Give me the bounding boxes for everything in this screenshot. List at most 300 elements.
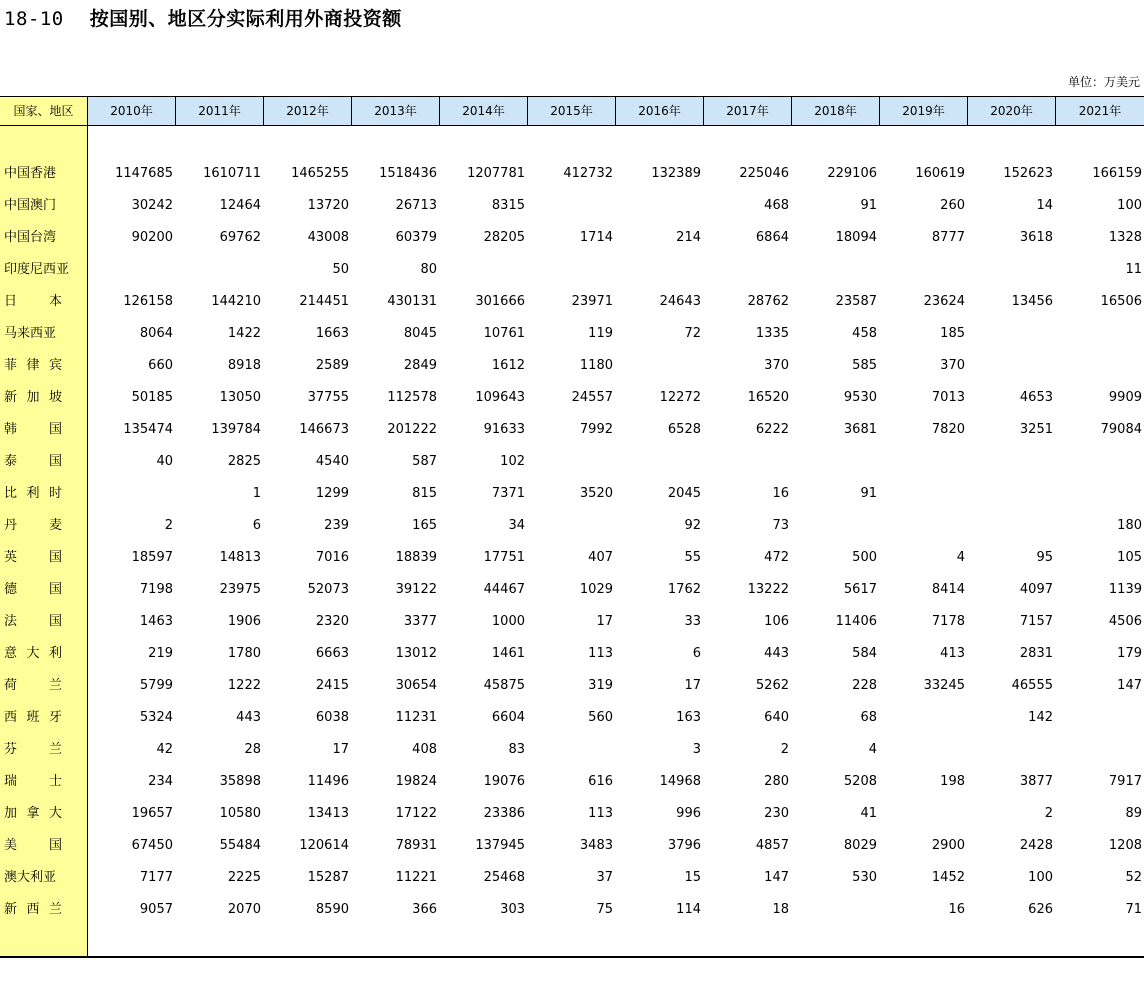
table-cell bbox=[704, 446, 792, 478]
row-country-name: 美国 bbox=[4, 838, 62, 853]
table-cell: 2 bbox=[1044, 806, 1053, 821]
row-country-name: 意大利 bbox=[4, 646, 62, 661]
table-cell: 119 bbox=[588, 326, 613, 341]
table-cell bbox=[880, 510, 968, 542]
table-cell: 55 bbox=[684, 550, 701, 565]
table-cell: 616 bbox=[588, 774, 613, 789]
table-cell: 198 bbox=[940, 774, 965, 789]
table-cell: 13012 bbox=[395, 646, 437, 661]
table-cell: 18597 bbox=[131, 550, 173, 565]
table-cell: 18839 bbox=[395, 550, 437, 565]
table-cell: 160619 bbox=[915, 166, 965, 181]
table-cell: 260 bbox=[940, 198, 965, 213]
table-cell: 37755 bbox=[307, 390, 349, 405]
table-cell: 14 bbox=[1036, 198, 1053, 213]
table-cell: 228 bbox=[852, 678, 877, 693]
row-country-name: 韩国 bbox=[4, 422, 62, 437]
table-cell: 9909 bbox=[1108, 390, 1142, 405]
table-row bbox=[0, 574, 1144, 606]
table-cell bbox=[528, 254, 616, 286]
table-cell: 8414 bbox=[931, 582, 965, 597]
table-cell bbox=[968, 350, 1056, 382]
table-cell: 6038 bbox=[315, 710, 349, 725]
table-cell: 19076 bbox=[483, 774, 525, 789]
table-cell: 33 bbox=[684, 614, 701, 629]
table-cell: 1000 bbox=[491, 614, 525, 629]
table-cell: 8777 bbox=[931, 230, 965, 245]
row-country-name: 荷兰 bbox=[4, 678, 62, 693]
table-row bbox=[0, 158, 1144, 190]
table-cell: 75 bbox=[596, 902, 613, 917]
table-cell: 412732 bbox=[563, 166, 613, 181]
table-cell bbox=[528, 510, 616, 542]
table-cell: 146673 bbox=[299, 422, 349, 437]
table-cell: 100 bbox=[1028, 870, 1053, 885]
table-cell: 5617 bbox=[843, 582, 877, 597]
table-cell: 7917 bbox=[1108, 774, 1142, 789]
table-cell: 7198 bbox=[139, 582, 173, 597]
table-row bbox=[0, 382, 1144, 414]
table-cell: 83 bbox=[508, 742, 525, 757]
table-row bbox=[0, 350, 1144, 382]
table-cell: 3520 bbox=[579, 486, 613, 501]
table-cell: 6 bbox=[692, 646, 701, 661]
table-cell: 1518436 bbox=[379, 166, 437, 181]
table-cell: 180 bbox=[1117, 518, 1142, 533]
table-cell: 3877 bbox=[1019, 774, 1053, 789]
table-cell: 28 bbox=[244, 742, 261, 757]
table-cell: 109643 bbox=[475, 390, 525, 405]
row-country-name: 泰国 bbox=[4, 454, 62, 469]
table-cell: 1422 bbox=[227, 326, 261, 341]
table-cell: 1139 bbox=[1108, 582, 1142, 597]
table-cell: 214451 bbox=[299, 294, 349, 309]
table-cell: 2900 bbox=[931, 838, 965, 853]
table-row bbox=[0, 414, 1144, 446]
table-cell: 996 bbox=[676, 806, 701, 821]
table-cell: 7371 bbox=[491, 486, 525, 501]
table-cell: 3 bbox=[692, 742, 701, 757]
table-cell: 106 bbox=[764, 614, 789, 629]
table-cell: 7992 bbox=[579, 422, 613, 437]
table-cell: 17122 bbox=[395, 806, 437, 821]
table-row bbox=[0, 254, 1144, 286]
table-cell: 19657 bbox=[131, 806, 173, 821]
table-cell: 472 bbox=[764, 550, 789, 565]
table-cell bbox=[968, 446, 1056, 478]
table-cell: 142 bbox=[1028, 710, 1053, 725]
row-country-name: 法国 bbox=[4, 614, 62, 629]
table-cell: 90200 bbox=[131, 230, 173, 245]
table-cell: 530 bbox=[852, 870, 877, 885]
table-cell: 11231 bbox=[395, 710, 437, 725]
table-row bbox=[0, 318, 1144, 350]
row-country-name: 日本 bbox=[4, 294, 62, 309]
header-year: 2018年 bbox=[792, 97, 880, 125]
table-cell: 6663 bbox=[315, 646, 349, 661]
table-cell: 13720 bbox=[307, 198, 349, 213]
table-cell: 23975 bbox=[219, 582, 261, 597]
table-cell: 67450 bbox=[131, 838, 173, 853]
table-cell: 112578 bbox=[387, 390, 437, 405]
table-cell: 301666 bbox=[475, 294, 525, 309]
row-country-name: 英国 bbox=[4, 550, 62, 565]
table-header bbox=[0, 96, 1144, 126]
table-row bbox=[0, 638, 1144, 670]
table-cell: 626 bbox=[1028, 902, 1053, 917]
table-cell: 13222 bbox=[747, 582, 789, 597]
table-cell bbox=[1056, 446, 1144, 478]
table-cell bbox=[616, 190, 704, 222]
table-cell: 37 bbox=[596, 870, 613, 885]
header-year: 2015年 bbox=[528, 97, 616, 125]
table-cell: 2589 bbox=[315, 358, 349, 373]
table-cell: 219 bbox=[148, 646, 173, 661]
table-cell: 105 bbox=[1117, 550, 1142, 565]
table-cell: 2849 bbox=[403, 358, 437, 373]
table-cell: 166159 bbox=[1092, 166, 1142, 181]
table-cell: 303 bbox=[500, 902, 525, 917]
table-cell: 229106 bbox=[827, 166, 877, 181]
table-cell: 3681 bbox=[843, 422, 877, 437]
row-country-name: 中国台湾 bbox=[4, 230, 57, 245]
table-cell: 1147685 bbox=[115, 166, 173, 181]
table-cell: 5208 bbox=[843, 774, 877, 789]
header-year: 2017年 bbox=[704, 97, 792, 125]
table-cell: 214 bbox=[676, 230, 701, 245]
table-cell: 14813 bbox=[219, 550, 261, 565]
table-body bbox=[0, 158, 1144, 926]
table-cell: 78931 bbox=[395, 838, 437, 853]
table-cell: 8045 bbox=[403, 326, 437, 341]
table-cell: 91 bbox=[860, 198, 877, 213]
table-cell: 430131 bbox=[387, 294, 437, 309]
table-cell: 18 bbox=[772, 902, 789, 917]
table-cell: 42 bbox=[156, 742, 173, 757]
table-cell: 91633 bbox=[483, 422, 525, 437]
table-cell: 135474 bbox=[123, 422, 173, 437]
table-cell bbox=[968, 318, 1056, 350]
header-year: 2010年 bbox=[88, 97, 176, 125]
table-cell: 95 bbox=[1036, 550, 1053, 565]
table-cell: 126158 bbox=[123, 294, 173, 309]
table-cell: 25468 bbox=[483, 870, 525, 885]
header-year: 2019年 bbox=[880, 97, 968, 125]
table-cell: 1762 bbox=[667, 582, 701, 597]
table-cell: 413 bbox=[940, 646, 965, 661]
table-cell bbox=[968, 254, 1056, 286]
table-cell bbox=[1056, 478, 1144, 510]
table-cell: 5262 bbox=[755, 678, 789, 693]
table-cell: 147 bbox=[1117, 678, 1142, 693]
table-cell: 45875 bbox=[483, 678, 525, 693]
table-cell: 2831 bbox=[1019, 646, 1053, 661]
table-row bbox=[0, 542, 1144, 574]
table-cell: 2320 bbox=[315, 614, 349, 629]
table-cell: 2825 bbox=[227, 454, 261, 469]
table-cell: 2070 bbox=[227, 902, 261, 917]
table-cell: 17 bbox=[684, 678, 701, 693]
table-cell: 1 bbox=[252, 486, 261, 501]
table-cell: 6528 bbox=[667, 422, 701, 437]
table-cell: 13050 bbox=[219, 390, 261, 405]
table-cell bbox=[792, 894, 880, 926]
table-cell bbox=[88, 254, 176, 286]
table-cell: 3251 bbox=[1019, 422, 1053, 437]
table-cell: 114 bbox=[676, 902, 701, 917]
table-cell: 17 bbox=[596, 614, 613, 629]
table-row bbox=[0, 446, 1144, 478]
table-cell: 443 bbox=[236, 710, 261, 725]
table-cell: 7178 bbox=[931, 614, 965, 629]
table-cell: 30654 bbox=[395, 678, 437, 693]
table-title: 按国别、地区分实际利用外商投资额 bbox=[89, 8, 402, 30]
table-cell: 4097 bbox=[1019, 582, 1053, 597]
table-cell: 8315 bbox=[491, 198, 525, 213]
table-cell: 16 bbox=[772, 486, 789, 501]
table-cell: 52073 bbox=[307, 582, 349, 597]
table-cell bbox=[616, 254, 704, 286]
table-cell: 408 bbox=[412, 742, 437, 757]
table-bottom-rule bbox=[0, 956, 1144, 958]
table-cell bbox=[616, 350, 704, 382]
table-cell: 4540 bbox=[315, 454, 349, 469]
table-cell: 1463 bbox=[139, 614, 173, 629]
table-row bbox=[0, 190, 1144, 222]
table-cell: 280 bbox=[764, 774, 789, 789]
table-cell: 17751 bbox=[483, 550, 525, 565]
table-cell: 28205 bbox=[483, 230, 525, 245]
table-cell: 4653 bbox=[1019, 390, 1053, 405]
table-cell: 60379 bbox=[395, 230, 437, 245]
table-cell: 79084 bbox=[1100, 422, 1142, 437]
table-cell: 8590 bbox=[315, 902, 349, 917]
row-country-name: 芬兰 bbox=[4, 742, 62, 757]
table-cell: 225046 bbox=[739, 166, 789, 181]
table-cell: 230 bbox=[764, 806, 789, 821]
row-country-name: 中国澳门 bbox=[4, 198, 57, 213]
table-cell: 13456 bbox=[1011, 294, 1053, 309]
row-country-name: 菲律宾 bbox=[4, 358, 62, 373]
table-cell: 16 bbox=[948, 902, 965, 917]
table-cell: 24557 bbox=[571, 390, 613, 405]
table-cell bbox=[528, 190, 616, 222]
table-cell: 3618 bbox=[1019, 230, 1053, 245]
table-row bbox=[0, 286, 1144, 318]
table-cell: 120614 bbox=[299, 838, 349, 853]
table-cell bbox=[792, 254, 880, 286]
table-row bbox=[0, 702, 1144, 734]
table-cell: 12272 bbox=[659, 390, 701, 405]
table-cell: 23971 bbox=[571, 294, 613, 309]
table-cell: 16506 bbox=[1100, 294, 1142, 309]
table-cell: 1610711 bbox=[203, 166, 261, 181]
table-cell: 113 bbox=[588, 806, 613, 821]
header-year: 2021年 bbox=[1056, 97, 1144, 125]
row-country-name: 马来西亚 bbox=[4, 326, 57, 341]
table-cell bbox=[440, 254, 528, 286]
table-cell: 11 bbox=[1125, 262, 1142, 277]
table-cell: 163 bbox=[676, 710, 701, 725]
table-cell: 1222 bbox=[227, 678, 261, 693]
table-cell: 89 bbox=[1125, 806, 1142, 821]
table-cell: 28762 bbox=[747, 294, 789, 309]
table-cell bbox=[528, 446, 616, 478]
table-cell: 1461 bbox=[491, 646, 525, 661]
table-cell: 443 bbox=[764, 646, 789, 661]
table-cell: 139784 bbox=[211, 422, 261, 437]
table-cell: 468 bbox=[764, 198, 789, 213]
table-cell: 179 bbox=[1117, 646, 1142, 661]
table-cell: 73 bbox=[772, 518, 789, 533]
table-cell: 3377 bbox=[403, 614, 437, 629]
table-cell: 370 bbox=[940, 358, 965, 373]
table-row bbox=[0, 670, 1144, 702]
table-cell: 2 bbox=[164, 518, 173, 533]
header-year: 2016年 bbox=[616, 97, 704, 125]
table-cell: 587 bbox=[412, 454, 437, 469]
table-cell: 3483 bbox=[579, 838, 613, 853]
header-year: 2013年 bbox=[352, 97, 440, 125]
table-cell: 46555 bbox=[1011, 678, 1053, 693]
table-cell: 23624 bbox=[923, 294, 965, 309]
table-cell: 458 bbox=[852, 326, 877, 341]
table-cell: 560 bbox=[588, 710, 613, 725]
table-cell: 5324 bbox=[139, 710, 173, 725]
page-title bbox=[4, 4, 402, 31]
table-cell bbox=[880, 702, 968, 734]
table-cell: 7013 bbox=[931, 390, 965, 405]
table-cell: 185 bbox=[940, 326, 965, 341]
table-cell: 50185 bbox=[131, 390, 173, 405]
table-cell: 7820 bbox=[931, 422, 965, 437]
table-cell: 1906 bbox=[227, 614, 261, 629]
table-cell bbox=[792, 510, 880, 542]
table-cell: 10580 bbox=[219, 806, 261, 821]
table-row bbox=[0, 830, 1144, 862]
table-cell: 35898 bbox=[219, 774, 261, 789]
table-cell: 24643 bbox=[659, 294, 701, 309]
table-cell: 2045 bbox=[667, 486, 701, 501]
table-cell: 23386 bbox=[483, 806, 525, 821]
table-cell: 1452 bbox=[931, 870, 965, 885]
table-cell: 1207781 bbox=[467, 166, 525, 181]
table-cell: 113 bbox=[588, 646, 613, 661]
table-cell: 43008 bbox=[307, 230, 349, 245]
table-cell: 100 bbox=[1117, 198, 1142, 213]
unit-label: 单位：万美元 bbox=[1067, 75, 1140, 89]
table-cell: 15 bbox=[684, 870, 701, 885]
table-cell: 30242 bbox=[131, 198, 173, 213]
table-cell bbox=[1056, 702, 1144, 734]
header-stub: 国家、地区 bbox=[0, 97, 88, 125]
table-cell: 8029 bbox=[843, 838, 877, 853]
table-cell: 640 bbox=[764, 710, 789, 725]
table-cell: 16520 bbox=[747, 390, 789, 405]
table-cell: 7157 bbox=[1019, 614, 1053, 629]
table-cell bbox=[880, 798, 968, 830]
table-cell: 137945 bbox=[475, 838, 525, 853]
table-cell: 1328 bbox=[1108, 230, 1142, 245]
table-cell: 132389 bbox=[651, 166, 701, 181]
table-cell: 165 bbox=[412, 518, 437, 533]
table-cell bbox=[1056, 318, 1144, 350]
table-cell: 1780 bbox=[227, 646, 261, 661]
row-country-name: 新加坡 bbox=[4, 390, 62, 405]
table-cell: 13413 bbox=[307, 806, 349, 821]
table-cell: 23587 bbox=[835, 294, 877, 309]
table-cell: 14968 bbox=[659, 774, 701, 789]
table-cell: 7177 bbox=[139, 870, 173, 885]
table-cell: 1663 bbox=[315, 326, 349, 341]
table-cell: 11221 bbox=[395, 870, 437, 885]
table-cell: 15287 bbox=[307, 870, 349, 885]
table-cell: 2415 bbox=[315, 678, 349, 693]
table-cell: 6864 bbox=[755, 230, 789, 245]
table-cell bbox=[792, 446, 880, 478]
table-cell: 7016 bbox=[315, 550, 349, 565]
table-cell bbox=[968, 734, 1056, 766]
table-row bbox=[0, 862, 1144, 894]
table-cell: 1465255 bbox=[291, 166, 349, 181]
table-cell: 1208 bbox=[1108, 838, 1142, 853]
table-cell: 9530 bbox=[843, 390, 877, 405]
table-row bbox=[0, 766, 1144, 798]
table-cell bbox=[968, 478, 1056, 510]
table-cell: 1612 bbox=[491, 358, 525, 373]
table-cell: 319 bbox=[588, 678, 613, 693]
table-cell: 239 bbox=[324, 518, 349, 533]
table-cell bbox=[1056, 734, 1144, 766]
table-cell bbox=[880, 446, 968, 478]
table-cell: 55484 bbox=[219, 838, 261, 853]
table-cell bbox=[176, 254, 264, 286]
table-row bbox=[0, 894, 1144, 926]
table-cell: 12464 bbox=[219, 198, 261, 213]
table-cell: 18094 bbox=[835, 230, 877, 245]
table-cell: 41 bbox=[860, 806, 877, 821]
table-cell: 26713 bbox=[395, 198, 437, 213]
table-cell bbox=[968, 510, 1056, 542]
row-country-name: 丹麦 bbox=[4, 518, 62, 533]
table-row bbox=[0, 478, 1144, 510]
row-country-name: 中国香港 bbox=[4, 166, 57, 181]
table-cell: 201222 bbox=[387, 422, 437, 437]
table-cell: 102 bbox=[500, 454, 525, 469]
table-cell: 1180 bbox=[579, 358, 613, 373]
table-cell bbox=[528, 734, 616, 766]
table-cell: 6604 bbox=[491, 710, 525, 725]
table-row bbox=[0, 798, 1144, 830]
table-cell: 52 bbox=[1125, 870, 1142, 885]
table-cell: 1714 bbox=[579, 230, 613, 245]
table-cell: 17 bbox=[332, 742, 349, 757]
header-year: 2011年 bbox=[176, 97, 264, 125]
row-country-name: 印度尼西亚 bbox=[4, 262, 70, 277]
table-cell: 370 bbox=[764, 358, 789, 373]
table-cell bbox=[1056, 350, 1144, 382]
table-cell: 6 bbox=[252, 518, 261, 533]
table-cell: 4 bbox=[956, 550, 965, 565]
row-country-name: 瑞士 bbox=[4, 774, 62, 789]
row-country-name: 澳大利亚 bbox=[4, 870, 57, 885]
table-cell: 69762 bbox=[219, 230, 261, 245]
table-cell: 660 bbox=[148, 358, 173, 373]
table-cell: 2 bbox=[780, 742, 789, 757]
table-cell: 11406 bbox=[835, 614, 877, 629]
table-cell: 19824 bbox=[395, 774, 437, 789]
table-cell: 34 bbox=[508, 518, 525, 533]
